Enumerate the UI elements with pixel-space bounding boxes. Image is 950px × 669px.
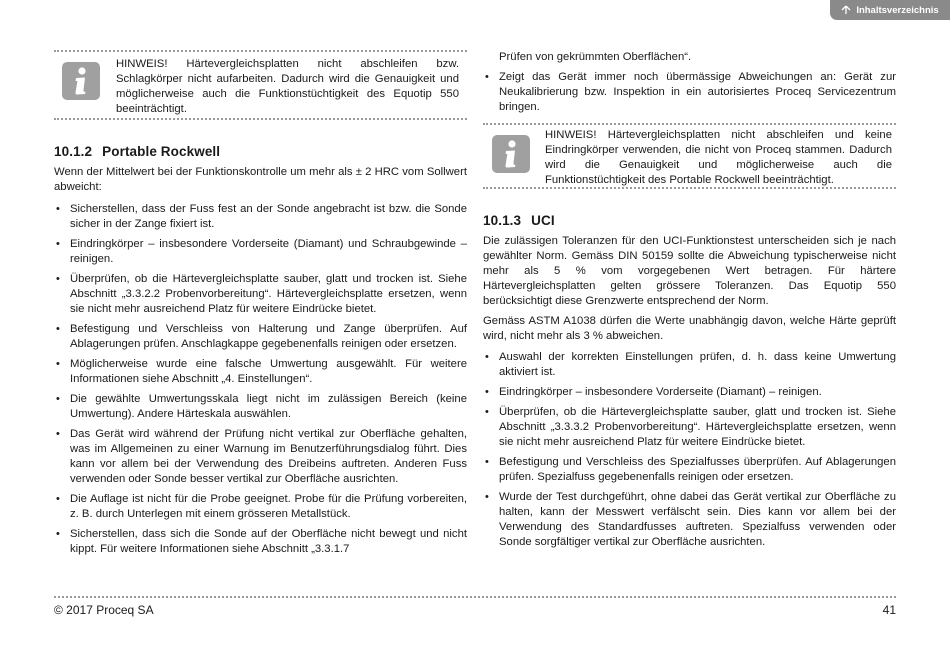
list-item: • Die Auflage ist nicht für die Probe geeignet. Probe für die Prüfung vorbereiten, z. B. durch Unterlegen mit einem grösseren Metallstück. <box>54 492 467 522</box>
list-item: • Eindringkörper – insbesondere Vorderseite (Diamant) – reinigen. <box>483 385 896 400</box>
continuation-text: Prüfen von gekrümmten Oberflächen“. <box>499 51 692 63</box>
list-item: • Die gewählte Umwertungsskala liegt nicht im zulässigen Bereich (keine Umwertung). Andere Härteskala auswählen. <box>54 392 467 422</box>
footer-divider <box>54 596 896 598</box>
section-title: UCI <box>531 213 555 228</box>
toc-label: Inhaltsverzeichnis <box>856 4 939 16</box>
list-item: • Möglicherweise wurde eine falsche Umwertung ausgewählt. Für weitere Informationen siehe Abschnitt „4. Einstellungen“. <box>54 357 467 387</box>
page-number: 41 <box>882 603 896 617</box>
paragraph: Gemäss ASTM A1038 dürfen die Werte unabhängig davon, welche Härte geprüft wird, nicht mehr als 3 % abweichen. <box>483 315 896 342</box>
left-column <box>54 50 467 557</box>
section-number: 10.1.2 <box>54 144 93 159</box>
arrow-up-icon <box>841 5 851 15</box>
note-text: HINWEIS! Härtevergleichsplatten nicht abschleifen und keine Eindringkörper verwenden, die nicht von Proceq stammen. Dadurch wird die Genauigkeit und möglicherweise auch die Funktionstüchtigkeit des Portable Rockwell beeinträchtigt. <box>545 129 892 186</box>
list-item: • Wurde der Test durchgeführt, ohne dabei das Gerät vertikal zur Oberfläche zu halten, kann der Messwert verfälscht sein. Dies kann vor allem bei der Verwendung des Standardfusses auftreten. Spezialfuss verwenden oder Sonde sorgfältiger vertikal zur Oberfläche ausrichten. <box>483 490 896 550</box>
list-item: • Das Gerät wird während der Prüfung nicht vertikal zur Oberfläche gehalten, was im Allgemeinen zu einer Warnung im Benutzerführungsdialog führt. Dies kann vor allem bei der Verwendung des Dreibeins auftreten. Anderen Fuss verwenden oder Sonde besser vertikal zur Oberfläche ausrichten. <box>54 427 467 487</box>
info-icon <box>492 135 530 173</box>
section-intro: Wenn der Mittelwert bei der Funktionskontrolle um mehr als ± 2 HRC vom Sollwert abweicht: <box>54 166 467 193</box>
bullet-list <box>483 350 896 550</box>
note-box <box>483 123 896 189</box>
list-item: • Auswahl der korrekten Einstellungen prüfen, d. h. dass keine Umwertung aktiviert ist. <box>483 350 896 380</box>
section-title: Portable Rockwell <box>102 144 221 159</box>
section-number: 10.1.3 <box>483 213 522 228</box>
note-box <box>54 50 467 120</box>
bullet-list <box>483 70 896 115</box>
section-heading <box>54 144 467 159</box>
bullet-list <box>54 202 467 557</box>
list-item: • Befestigung und Verschleiss von Halterung und Zange überprüfen. Auf Ablagerungen prüfen. Anschlagkappe gegebenenfalls reinigen oder ersetzen. <box>54 322 467 352</box>
list-item: • Eindringkörper – insbesondere Vorderseite (Diamant) und Schraubgewinde – reinigen. <box>54 237 467 267</box>
right-column <box>483 50 896 550</box>
note-text: HINWEIS! Härtevergleichsplatten nicht abschleifen bzw. Schlagkörper nicht aufarbeiten. Dadurch wird die Genauigkeit und möglicherweise auch die Funktionstüchtigkeit des Equotip 550 beeinträchtigt. <box>116 58 459 115</box>
list-item: • Überprüfen, ob die Härtevergleichsplatte sauber, glatt und trocken ist. Siehe Abschnitt „3.3.2.2 Probenvorbereitung“. Härtevergleichsplatte ersetzen, wenn sie nicht mehr ausreichend Platz für weitere Eindrücke bietet. <box>54 272 467 317</box>
paragraph: Die zulässigen Toleranzen für den UCI-Funktionstest unterscheiden sich je nach gewählter Norm. Gemäss DIN 50159 sollte die Abweichung typischerweise nicht mehr als 5 % vom vorgegebenen Wert betragen. Für härtere Härtevergleichsplatten gelten grössere Toleranzen. Das Equotip 550 berücksichtigt diese Grenzwerte entsprechend der Norm. <box>483 235 896 307</box>
list-item: • Sicherstellen, dass sich die Sonde auf der Oberfläche nicht bewegt und nicht kippt. Für weitere Informationen siehe Abschnitt „3.3.1.7 <box>54 527 467 557</box>
toc-link[interactable] <box>830 0 950 20</box>
list-item: • Sicherstellen, dass der Fuss fest an der Sonde angebracht ist bzw. die Sonde sicher in der Zange fixiert ist. <box>54 202 467 232</box>
info-icon <box>62 62 100 100</box>
list-item: • Befestigung und Verschleiss des Spezialfusses überprüfen. Auf Ablagerungen prüfen. Spezialfuss gegebenenfalls reinigen oder ersetzen. <box>483 455 896 485</box>
section-heading <box>483 213 896 228</box>
footer-copyright: © 2017 Proceq SA <box>54 603 154 617</box>
list-item: • Zeigt das Gerät immer noch übermässige Abweichungen an: Gerät zur Neukalibrierung bzw. Inspektion in ein autorisiertes Proceq Servicezentrum bringen. <box>483 70 896 115</box>
list-item: • Überprüfen, ob die Härtevergleichsplatte sauber, glatt und trocken ist. Siehe Abschnitt „3.3.3.2 Probenvorbereitung“. Härtevergleichsplatte ersetzen, wenn sie nicht mehr ausreichend Platz für weitere Eindrücke bietet. <box>483 405 896 450</box>
